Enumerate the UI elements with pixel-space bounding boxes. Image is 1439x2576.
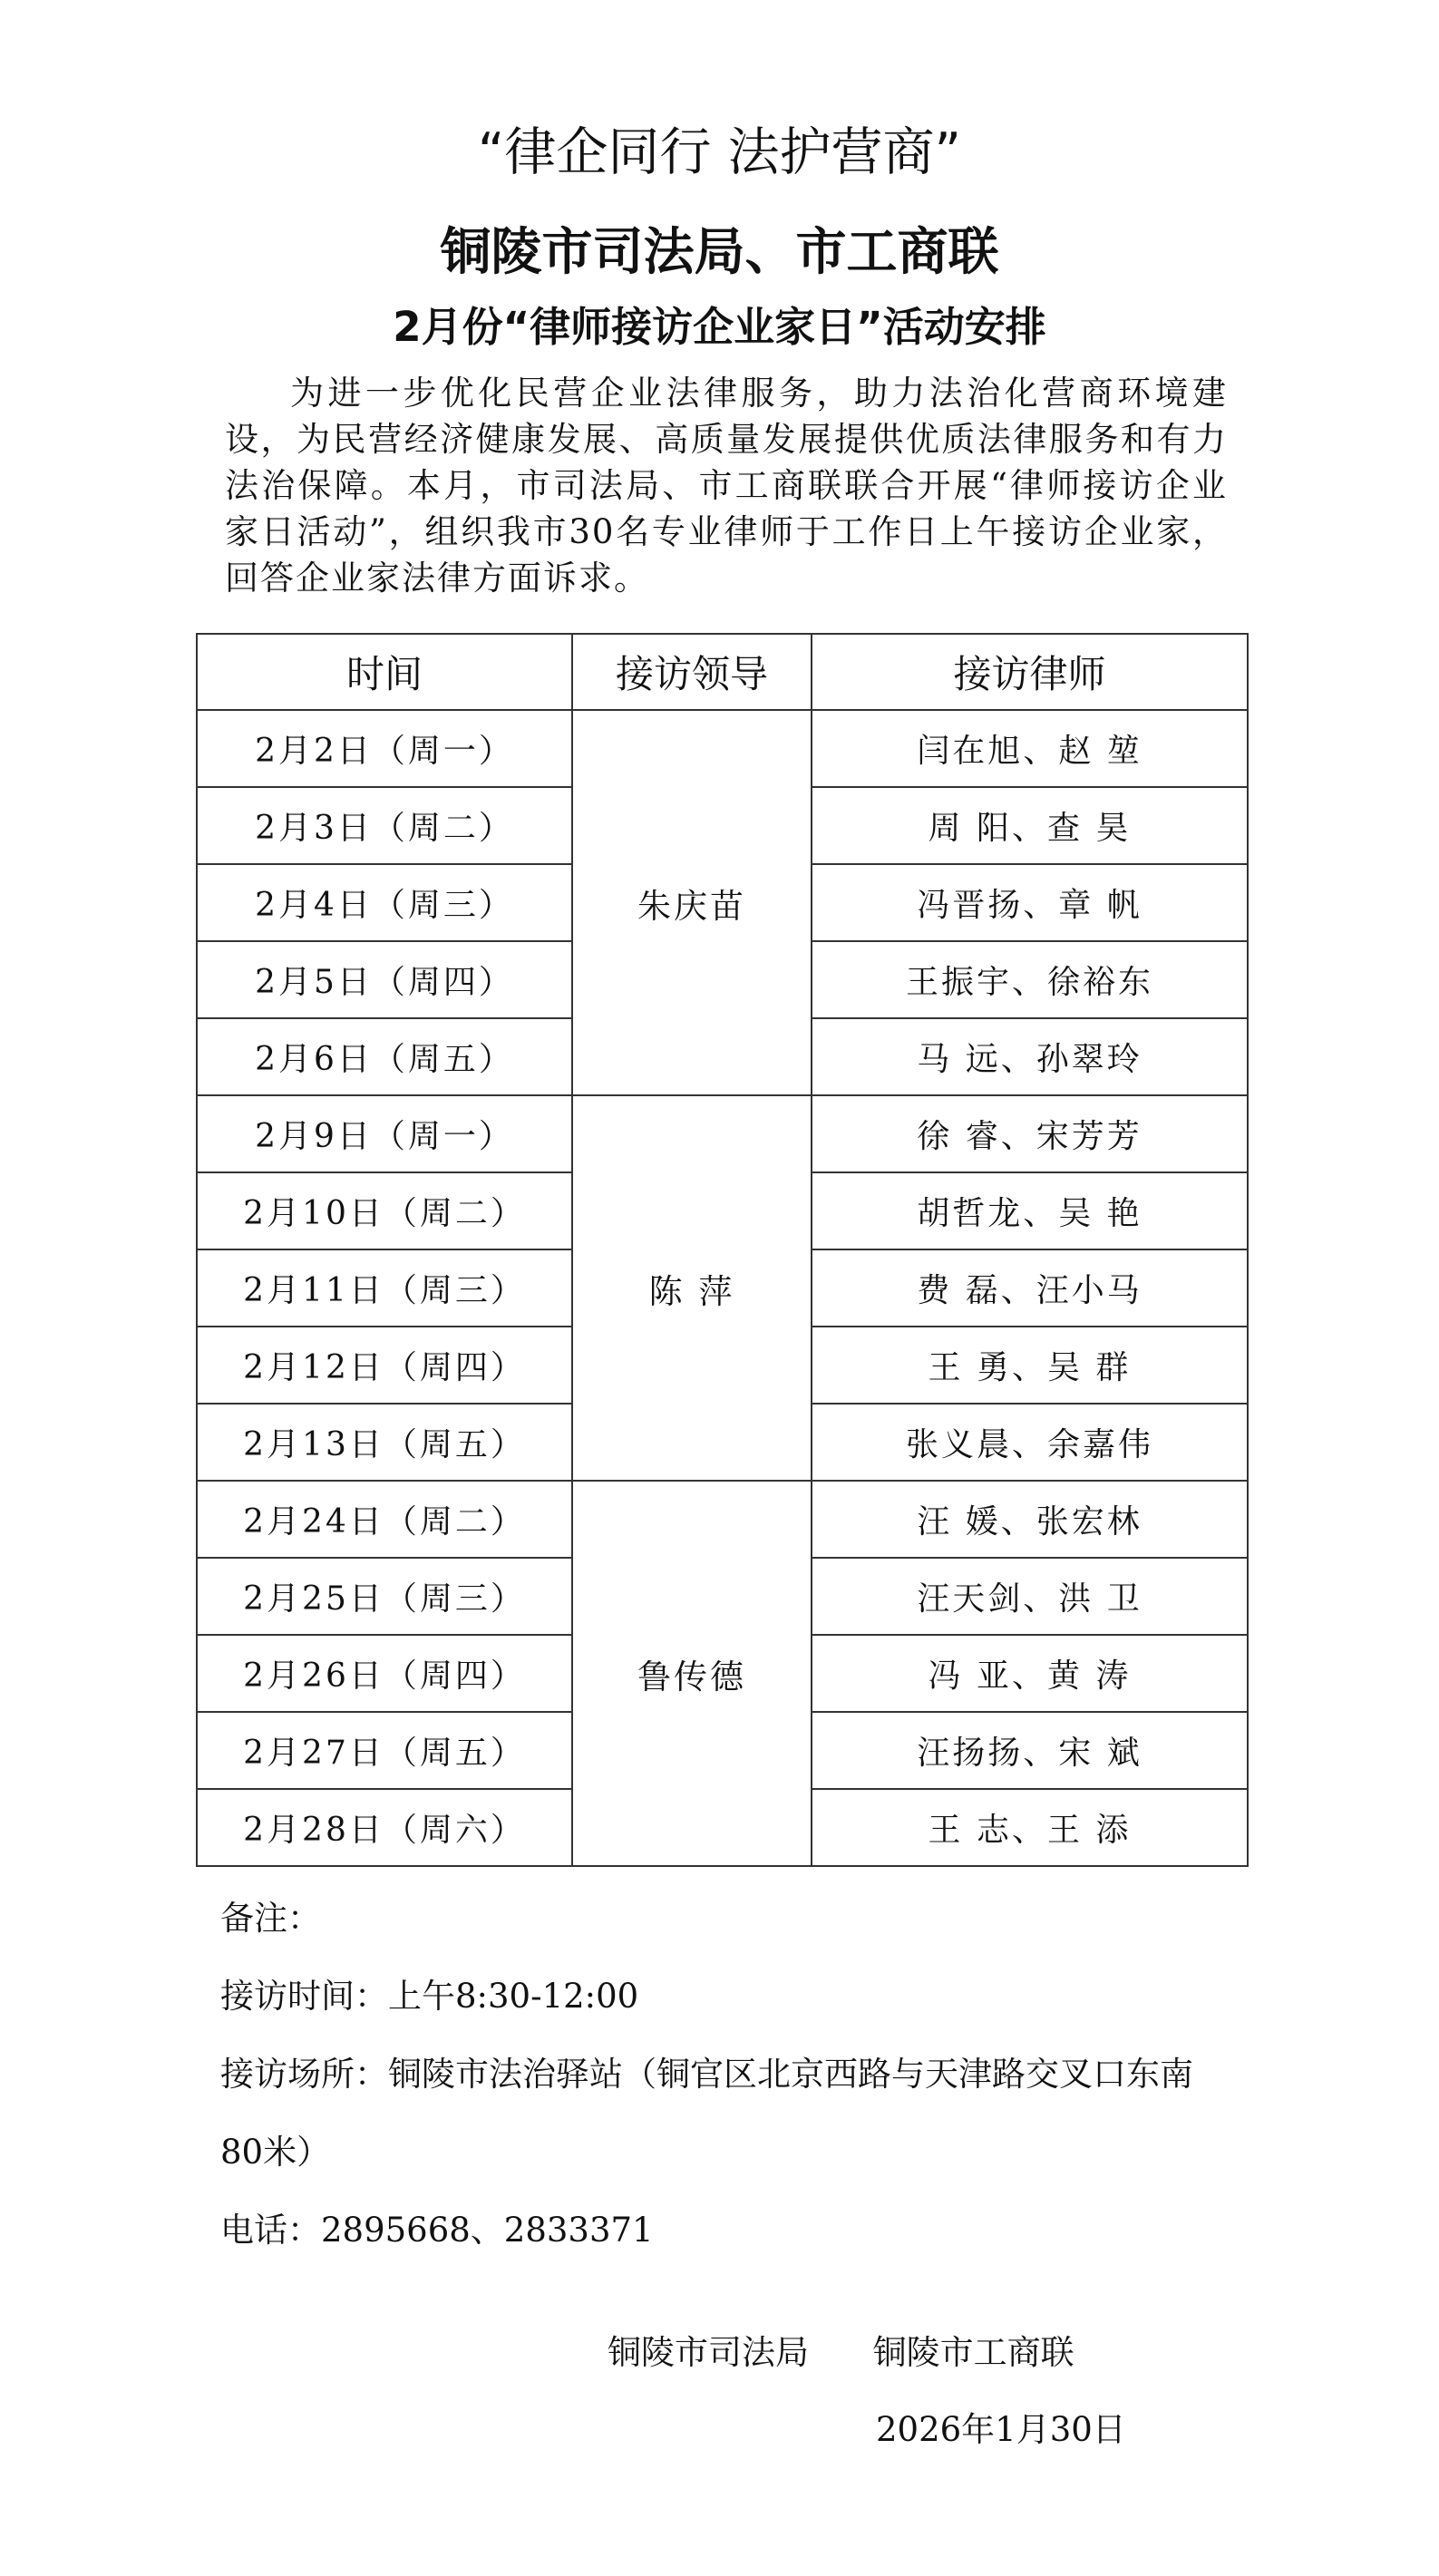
row-date: 2月24日（周二）	[197, 1481, 572, 1558]
schedule-table	[196, 633, 1249, 1867]
header-leader: 接访领导	[572, 634, 812, 710]
signature-line	[608, 2326, 1074, 2380]
row-date: 2月12日（周四）	[197, 1327, 572, 1404]
signature-org-justice: 铜陵市司法局	[608, 2333, 809, 2372]
row-lawyers: 张义晨、余嘉伟	[812, 1404, 1248, 1481]
notes-heading: 备注：	[220, 1899, 321, 1938]
table-row	[197, 1095, 1248, 1172]
row-date: 2月28日（周六）	[197, 1789, 572, 1866]
signature-date: 2026年1月30日	[876, 2410, 1126, 2449]
notes-section	[220, 1880, 1229, 2270]
notes-phone: 电话：2895668、2833371	[220, 2211, 654, 2250]
row-lawyers: 汪 媛、张宏林	[812, 1481, 1248, 1558]
row-date: 2月27日（周五）	[197, 1712, 572, 1789]
document-title: 铜陵市司法局、市工商联	[440, 223, 999, 282]
row-date: 2月26日（周四）	[197, 1635, 572, 1712]
slogan: “律企同行 法护营商”	[477, 122, 962, 182]
leader-cell: 鲁传德	[572, 1481, 812, 1866]
notes-time: 接访时间：上午8:30-12:00	[220, 1977, 639, 2016]
row-lawyers: 马 远、孙翠玲	[812, 1018, 1248, 1095]
notes-place: 接访场所：铜陵市法治驿站（铜官区北京西路与天津路交叉口东南80米）	[220, 2055, 1193, 2172]
row-lawyers: 冯 亚、黄 涛	[812, 1635, 1248, 1712]
row-lawyers: 王 志、王 添	[812, 1789, 1248, 1866]
leader-cell: 陈 萍	[572, 1095, 812, 1481]
signature-org-commerce: 铜陵市工商联	[872, 2333, 1074, 2372]
row-date: 2月10日（周二）	[197, 1172, 572, 1249]
row-date: 2月9日（周一）	[197, 1095, 572, 1172]
table-row	[197, 1481, 1248, 1558]
row-date: 2月2日（周一）	[197, 710, 572, 787]
row-date: 2月6日（周五）	[197, 1018, 572, 1095]
row-lawyers: 徐 睿、宋芳芳	[812, 1095, 1248, 1172]
row-lawyers: 王 勇、吴 群	[812, 1327, 1248, 1404]
row-lawyers: 王振宇、徐裕东	[812, 941, 1248, 1018]
row-date: 2月11日（周三）	[197, 1249, 572, 1327]
row-date: 2月13日（周五）	[197, 1404, 572, 1481]
row-date: 2月5日（周四）	[197, 941, 572, 1018]
row-lawyers: 闫在旭、赵 堃	[812, 710, 1248, 787]
row-lawyers: 周 阳、查 昊	[812, 787, 1248, 864]
row-date: 2月25日（周三）	[197, 1558, 572, 1635]
table-header-row	[197, 634, 1248, 710]
row-lawyers: 汪扬扬、宋 斌	[812, 1712, 1248, 1789]
row-lawyers: 汪天剑、洪 卫	[812, 1558, 1248, 1635]
row-date: 2月3日（周二）	[197, 787, 572, 864]
leader-cell: 朱庆苗	[572, 710, 812, 1095]
header-time: 时间	[197, 634, 572, 710]
intro-paragraph: 为进一步优化民营企业法律服务，助力法治化营商环境建设，为民营经济健康发展、高质量发展提供优质法律服务和有力法治保障。本月，市司法局、市工商联联合开展“律师接访企业家日活动”，组织我市30名专业律师于工作日上午接访企业家，回答企业家法律方面诉求。	[225, 374, 1228, 598]
row-lawyers: 费 磊、汪小马	[812, 1249, 1248, 1327]
row-lawyers: 胡哲龙、吴 艳	[812, 1172, 1248, 1249]
header-lawyers: 接访律师	[812, 634, 1248, 710]
table-row	[197, 710, 1248, 787]
document-subtitle: 2月份“律师接访企业家日”活动安排	[393, 303, 1046, 351]
row-date: 2月4日（周三）	[197, 864, 572, 941]
row-lawyers: 冯晋扬、章 帆	[812, 864, 1248, 941]
